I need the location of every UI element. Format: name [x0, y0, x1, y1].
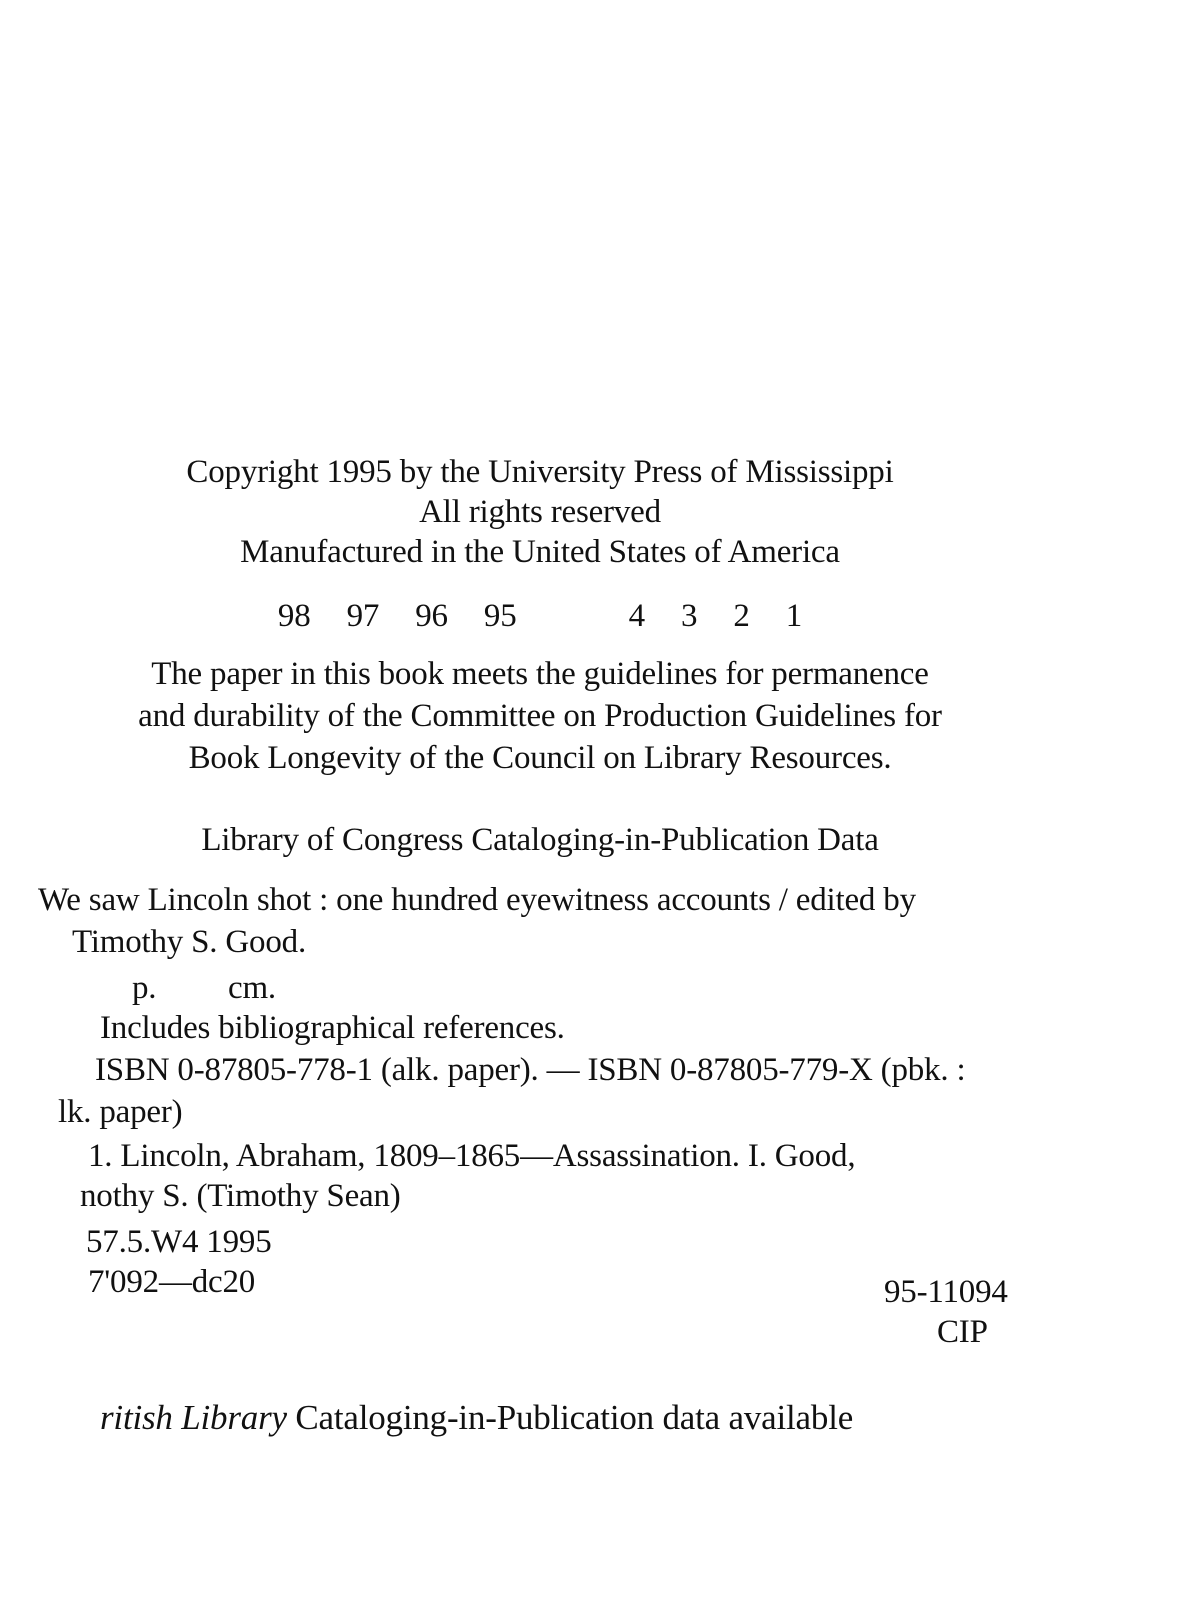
- manufactured-line: Manufactured in the United States of America: [240, 534, 840, 570]
- cip-subject-line2: nothy S. (Timothy Sean): [80, 1178, 401, 1214]
- rights-line: All rights reserved: [419, 494, 661, 530]
- cip-collation-cm: cm.: [228, 970, 276, 1006]
- cip-title-line1: We saw Lincoln shot : one hundred eyewitness accounts / edited by: [38, 882, 916, 918]
- print-impression: 2: [733, 598, 750, 634]
- british-library-italic: ritish Library: [100, 1398, 287, 1437]
- cip-label: CIP: [937, 1314, 988, 1350]
- printing-line: [0, 596, 1140, 636]
- cip-collation-p: p.: [132, 970, 157, 1006]
- cip-call-number: 57.5.W4 1995: [86, 1224, 272, 1260]
- print-year: 97: [346, 598, 380, 634]
- print-year: 98: [277, 598, 311, 634]
- cip-title-line2: Timothy S. Good.: [72, 924, 306, 960]
- paper-notice-line3: Book Longevity of the Council on Library Resources.: [188, 740, 892, 776]
- cip-subject-line1: 1. Lincoln, Abraham, 1809–1865—Assassination. I. Good,: [88, 1138, 856, 1174]
- paper-notice-line1: The paper in this book meets the guidelines for permanence: [151, 656, 929, 692]
- print-year: 96: [415, 598, 448, 634]
- print-impression: 4: [628, 598, 645, 634]
- cip-isbn-line2: lk. paper): [58, 1094, 183, 1130]
- cip-dewey: 7'092—dc20: [88, 1264, 256, 1300]
- british-library-line: [100, 1398, 853, 1438]
- cip-heading: Library of Congress Cataloging-in-Publication Data: [201, 822, 879, 858]
- british-library-rest: Cataloging-in-Publication data available: [286, 1398, 854, 1437]
- paper-notice-line2: and durability of the Committee on Production Guidelines for: [138, 698, 942, 734]
- print-impression: 3: [681, 598, 698, 634]
- cip-isbn-line1: ISBN 0-87805-778-1 (alk. paper). — ISBN 0-87805-779-X (pbk. :: [95, 1052, 966, 1088]
- print-year: 95: [483, 598, 517, 634]
- cip-lccn: 95-11094: [884, 1274, 1008, 1310]
- cip-notes: Includes bibliographical references.: [100, 1010, 565, 1046]
- copyright-line: Copyright 1995 by the University Press of Mississippi: [186, 454, 894, 490]
- print-impression: 1: [785, 598, 803, 634]
